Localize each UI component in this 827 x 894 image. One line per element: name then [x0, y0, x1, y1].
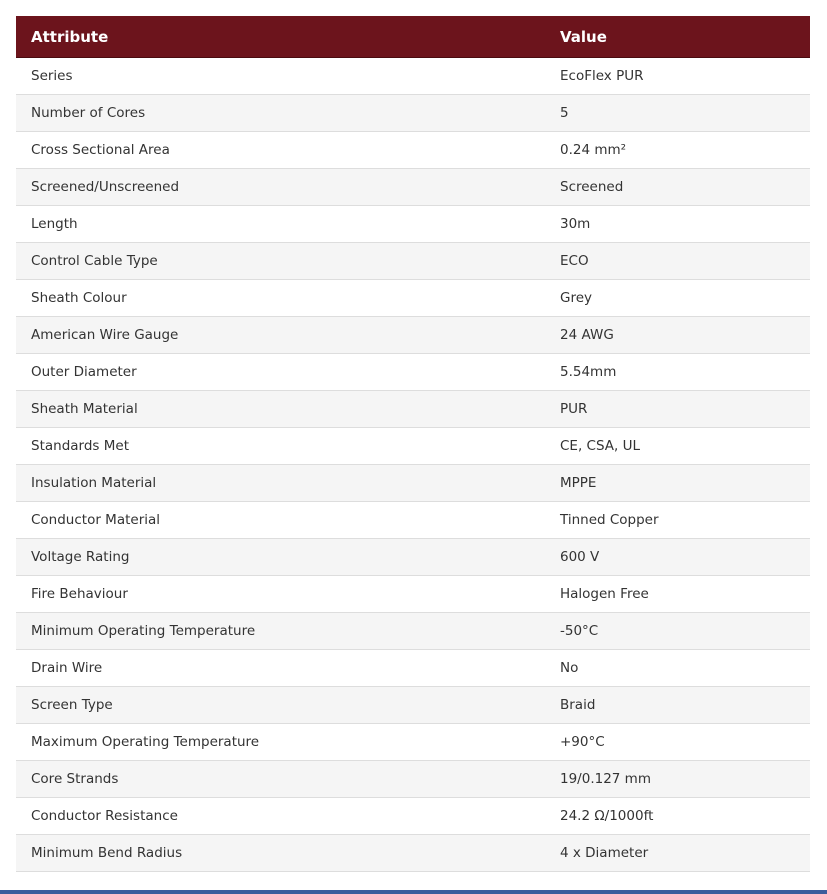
spec-table-body: [16, 58, 810, 872]
table-row: [16, 724, 810, 761]
table-row: [16, 391, 810, 428]
value-cell: 30m: [545, 206, 810, 243]
attribute-cell: Outer Diameter: [16, 354, 545, 391]
attribute-cell: Fire Behaviour: [16, 576, 545, 613]
table-row: [16, 576, 810, 613]
table-row: [16, 354, 810, 391]
table-row: [16, 613, 810, 650]
table-row: [16, 58, 810, 95]
value-cell: 5.54mm: [545, 354, 810, 391]
table-row: [16, 539, 810, 576]
value-cell: 0.24 mm²: [545, 132, 810, 169]
attribute-cell: Series: [16, 58, 545, 95]
table-row: [16, 687, 810, 724]
header-value: Value: [545, 16, 810, 58]
table-row: [16, 502, 810, 539]
value-cell: Grey: [545, 280, 810, 317]
attribute-cell: Standards Met: [16, 428, 545, 465]
value-cell: CE, CSA, UL: [545, 428, 810, 465]
attribute-cell: Sheath Material: [16, 391, 545, 428]
value-cell: 5: [545, 95, 810, 132]
table-row: [16, 317, 810, 354]
value-cell: Halogen Free: [545, 576, 810, 613]
table-row: [16, 206, 810, 243]
table-row: [16, 761, 810, 798]
attribute-cell: Screen Type: [16, 687, 545, 724]
attribute-cell: Conductor Resistance: [16, 798, 545, 835]
attribute-cell: Length: [16, 206, 545, 243]
value-cell: Screened: [545, 169, 810, 206]
table-row: [16, 95, 810, 132]
table-row: [16, 280, 810, 317]
table-row: [16, 650, 810, 687]
value-cell: No: [545, 650, 810, 687]
value-cell: 600 V: [545, 539, 810, 576]
attribute-cell: Drain Wire: [16, 650, 545, 687]
attribute-cell: Control Cable Type: [16, 243, 545, 280]
attribute-cell: Number of Cores: [16, 95, 545, 132]
value-cell: PUR: [545, 391, 810, 428]
spec-table: [16, 16, 810, 872]
table-row: [16, 243, 810, 280]
table-row: [16, 465, 810, 502]
value-cell: Tinned Copper: [545, 502, 810, 539]
value-cell: 24 AWG: [545, 317, 810, 354]
value-cell: ECO: [545, 243, 810, 280]
attribute-cell: American Wire Gauge: [16, 317, 545, 354]
attribute-cell: Minimum Operating Temperature: [16, 613, 545, 650]
value-cell: Braid: [545, 687, 810, 724]
attribute-cell: Cross Sectional Area: [16, 132, 545, 169]
header-row: [16, 16, 810, 58]
table-row: [16, 835, 810, 872]
header-attribute: Attribute: [16, 16, 545, 58]
value-cell: MPPE: [545, 465, 810, 502]
table-row: [16, 132, 810, 169]
value-cell: EcoFlex PUR: [545, 58, 810, 95]
table-row: [16, 428, 810, 465]
spec-table-header: [16, 16, 810, 58]
value-cell: 19/0.127 mm: [545, 761, 810, 798]
bottom-bar: [0, 890, 827, 894]
value-cell: 24.2 Ω/1000ft: [545, 798, 810, 835]
value-cell: 4 x Diameter: [545, 835, 810, 872]
attribute-cell: Maximum Operating Temperature: [16, 724, 545, 761]
attribute-cell: Conductor Material: [16, 502, 545, 539]
value-cell: -50°C: [545, 613, 810, 650]
attribute-cell: Insulation Material: [16, 465, 545, 502]
attribute-cell: Core Strands: [16, 761, 545, 798]
value-cell: +90°C: [545, 724, 810, 761]
attribute-cell: Screened/Unscreened: [16, 169, 545, 206]
attribute-cell: Minimum Bend Radius: [16, 835, 545, 872]
attribute-cell: Voltage Rating: [16, 539, 545, 576]
attribute-cell: Sheath Colour: [16, 280, 545, 317]
table-row: [16, 169, 810, 206]
table-row: [16, 798, 810, 835]
